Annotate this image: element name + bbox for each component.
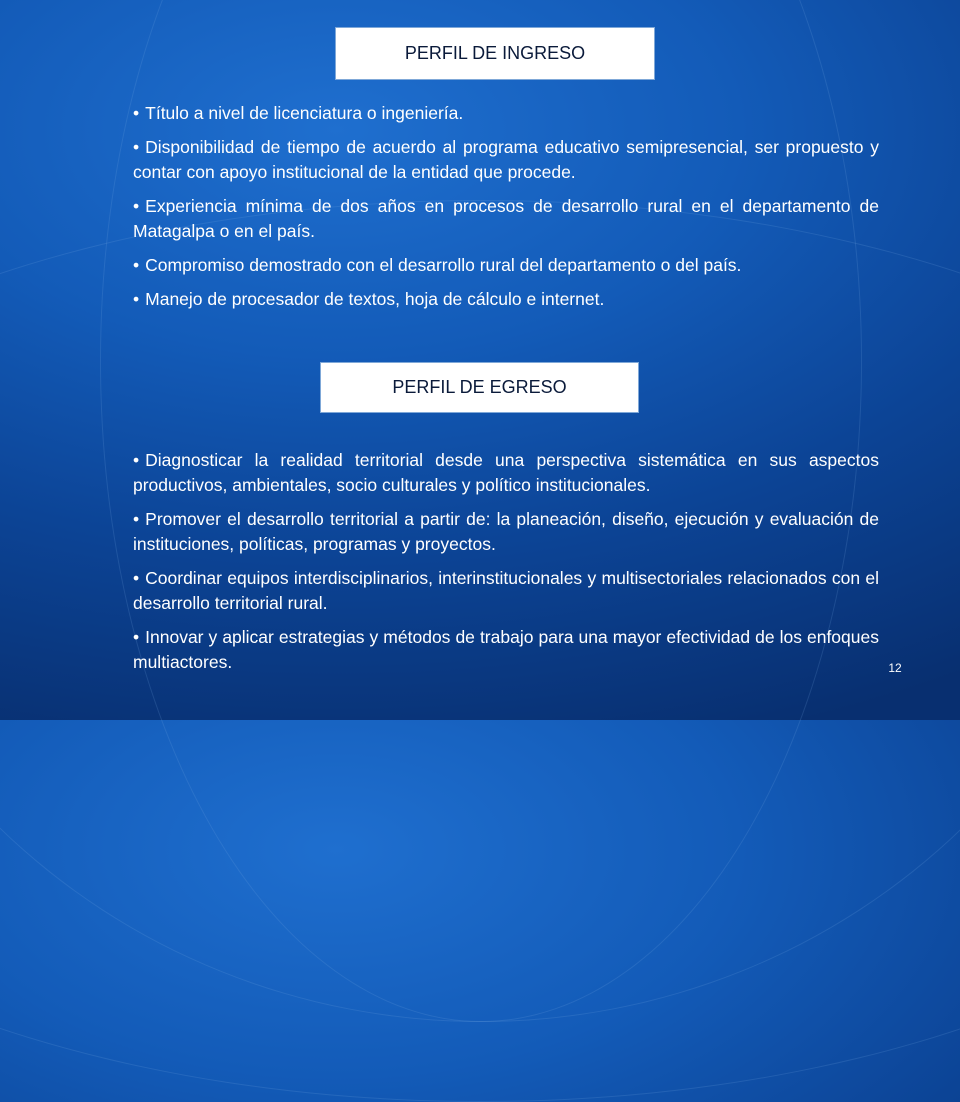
bullet: • — [133, 509, 140, 529]
bullet: • — [133, 627, 140, 647]
perfil-ingreso-title-box — [335, 27, 655, 80]
list-item: • Disponibilidad de tiempo de acuerdo al programa educativo semipresencial, ser propuesto y contar con apoyo institucional de la entidad que procede. — [133, 137, 879, 182]
bullet: • — [133, 289, 140, 309]
list-item: • Experiencia mínima de dos años en procesos de desarrollo rural en el departamento de Matagalpa o en el país. — [133, 196, 879, 241]
bullet: • — [133, 196, 140, 216]
perfil-ingreso-title: PERFIL DE INGRESO — [404, 43, 586, 63]
bullet: • — [133, 450, 140, 470]
page-number: 12 — [888, 661, 902, 675]
bullet: • — [133, 103, 140, 123]
bullet: • — [133, 137, 140, 157]
list-item: • Diagnosticar la realidad territorial desde una perspectiva sistemática en sus aspectos productivos, ambientales, socio culturales y político institucionales. — [133, 450, 879, 495]
list-item: • Innovar y aplicar estrategias y métodos de trabajo para una mayor efectividad de los enfoques multiactores. — [133, 627, 879, 672]
perfil-egreso-title: PERFIL DE EGRESO — [392, 377, 567, 397]
bullet: • — [133, 568, 140, 588]
bullet: • — [133, 255, 140, 275]
list-item: • Manejo de procesador de textos, hoja de cálculo e internet. — [133, 289, 605, 309]
perfil-egreso-list — [133, 448, 879, 684]
list-item: • Coordinar equipos interdisciplinarios, interinstitucionales y multisectoriales relacionados con el desarrollo territorial rural. — [133, 568, 879, 613]
list-item: • Compromiso demostrado con el desarrollo rural del departamento o del país. — [133, 255, 742, 275]
perfil-ingreso-list — [133, 101, 879, 321]
list-item: • Título a nivel de licenciatura o ingeniería. — [133, 103, 464, 123]
perfil-egreso-title-box — [320, 362, 639, 413]
list-item: • Promover el desarrollo territorial a partir de: la planeación, diseño, ejecución y evaluación de instituciones, políticas, programas y proyectos. — [133, 509, 879, 554]
